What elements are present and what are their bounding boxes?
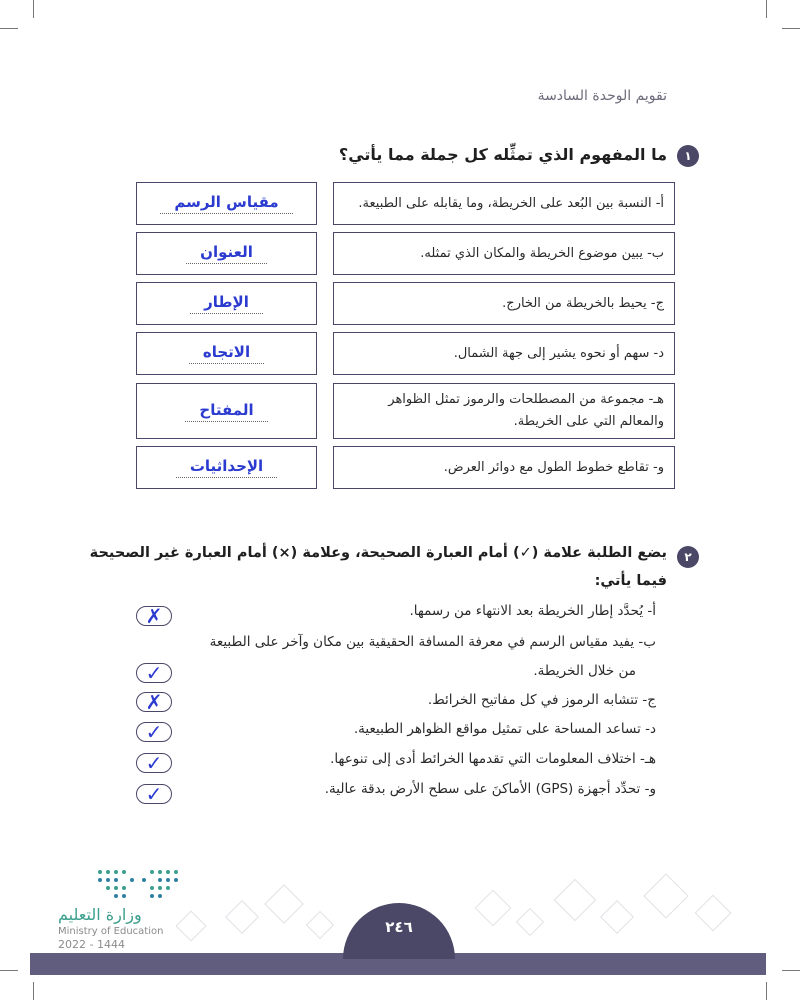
question-2-title-cont: فيما يأتي: xyxy=(594,573,667,589)
answer-mark: ✓ xyxy=(136,663,172,683)
definition-text: أ- النسبة بين البُعد على الخريطة، وما يقابله على الطبيعة. xyxy=(358,195,664,211)
question-2-badge: ٢ xyxy=(677,546,699,568)
definition-text: و- تقاطع خطوط الطول مع دوائر العرض. xyxy=(443,459,664,475)
crop-mark xyxy=(766,0,767,18)
crop-mark xyxy=(33,0,34,18)
answer-cell xyxy=(136,332,317,375)
crop-mark xyxy=(33,982,34,1000)
definition-text: هـ- مجموعة من المصطلحات والرموز تمثل الظواهر والمعالم التي على الخريطة. xyxy=(388,392,664,429)
statement-text: د- تساعد المساحة على تمثيل مواقع الظواهر الطبيعية. xyxy=(353,721,656,737)
answer-cell xyxy=(136,282,317,325)
statement-text-cont: من خلال الخريطة. xyxy=(533,663,636,679)
definition-text: د- سهم أو نحوه يشير إلى جهة الشمال. xyxy=(453,345,664,361)
crop-mark xyxy=(0,28,18,29)
ministry-name-ar: وزارة التعليم xyxy=(58,905,142,924)
answer-mark: ✗ xyxy=(136,692,172,712)
ministry-name-en: Ministry of Education xyxy=(58,926,164,937)
answer-mark: ✓ xyxy=(136,722,172,742)
answer-text: الإحداثيات xyxy=(176,457,277,478)
answer-mark: ✓ xyxy=(136,753,172,773)
unit-header: تقويم الوحدة السادسة xyxy=(537,88,667,104)
answer-text: المفتاح xyxy=(185,401,267,422)
definition-text: ج- يحيط بالخريطة من الخارج. xyxy=(502,295,664,311)
definition-cell xyxy=(333,232,675,275)
answer-text: الإطار xyxy=(190,293,263,314)
answer-mark: ✗ xyxy=(136,606,172,626)
question-1-title: ما المفهوم الذي تمثِّله كل جملة مما يأتي؟ xyxy=(338,145,667,164)
crop-mark xyxy=(782,28,800,29)
statement-text: ج- تتشابه الرموز في كل مفاتيح الخرائط. xyxy=(427,692,656,708)
answer-text: مقياس الرسم xyxy=(160,193,292,214)
definition-cell xyxy=(333,282,675,325)
answer-cell xyxy=(136,383,317,439)
statement-text: هـ- اختلاف المعلومات التي تقدمها الخرائط أدى إلى تنوعها. xyxy=(330,751,656,767)
definition-cell xyxy=(333,182,675,225)
answer-mark: ✓ xyxy=(136,784,172,804)
crop-mark xyxy=(782,970,800,971)
question-2-title: يضع الطلبة علامة (✓) أمام العبارة الصحيحة، وعلامة (×) أمام العبارة غير الصحيحة xyxy=(89,545,667,561)
crop-mark xyxy=(766,982,767,1000)
answer-cell xyxy=(136,182,317,225)
statement-text: ب- يفيد مقياس الرسم في معرفة المسافة الحقيقية بين مكان وآخر على الطبيعة xyxy=(209,634,656,650)
edition-year: 2022 - 1444 xyxy=(58,938,125,951)
question-1-badge: ١ xyxy=(677,145,699,167)
page-number: ٢٤٦ xyxy=(385,918,413,936)
statement-text: أ- يُحدَّد إطار الخريطة بعد الانتهاء من رسمها. xyxy=(409,603,656,619)
answer-cell xyxy=(136,446,317,489)
answer-text: الاتجاه xyxy=(189,343,264,364)
definition-cell xyxy=(333,383,675,439)
answer-text: العنوان xyxy=(186,243,267,264)
answer-cell xyxy=(136,232,317,275)
statement-text: و- تحدِّد أجهزة (GPS) الأماكنَ على سطح الأرض بدقة عالية. xyxy=(324,781,656,797)
definition-text: ب- يبين موضوع الخريطة والمكان الذي تمثله. xyxy=(420,245,664,261)
crop-mark xyxy=(0,970,18,971)
definition-cell xyxy=(333,332,675,375)
definition-cell xyxy=(333,446,675,489)
